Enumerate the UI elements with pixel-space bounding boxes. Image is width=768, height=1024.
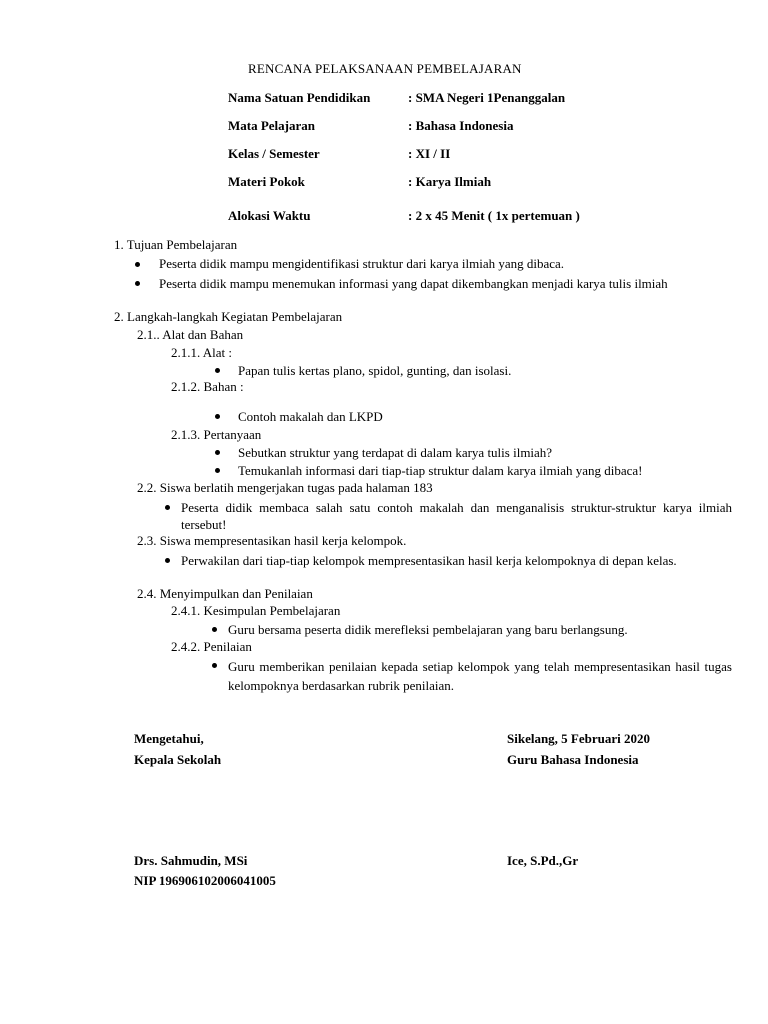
section1-heading: 1. Tujuan Pembelajaran xyxy=(114,237,238,252)
signature-right-line2: Guru Bahasa Indonesia xyxy=(507,752,639,767)
bullet-icon xyxy=(212,663,217,668)
section2-1-2-heading: 2.1.2. Bahan : xyxy=(171,379,244,394)
section2-3-bullet: Perwakilan dari tiap-tiap kelompok mempresentasikan hasil kerja kelompoknya di depan kelas. xyxy=(181,553,677,568)
signature-right-name: Ice, S.Pd.,Gr xyxy=(507,853,579,868)
identity-label-topic: Materi Pokok xyxy=(228,174,305,189)
bullet-icon xyxy=(165,558,170,563)
section2-heading: 2. Langkah-langkah Kegiatan Pembelajaran xyxy=(114,309,343,324)
bullet-icon xyxy=(135,262,140,267)
identity-label-class: Kelas / Semester xyxy=(228,146,320,161)
section1-bullet-2: Peserta didik mampu menemukan informasi yang dapat dikembangkan menjadi karya tulis ilmiah xyxy=(159,276,668,291)
section2-1-1-heading: 2.1.1. Alat : xyxy=(171,345,233,360)
section2-1-3-bullet-2: Temukanlah informasi dari tiap-tiap struktur dalam karya ilmiah yang dibaca! xyxy=(238,463,643,478)
section2-4-1-heading: 2.4.1. Kesimpulan Pembelajaran xyxy=(171,603,341,618)
section2-1-1-bullet: Papan tulis kertas plano, spidol, gunting, dan isolasi. xyxy=(238,363,512,378)
signature-left-nip: NIP 196906102006041005 xyxy=(134,873,276,888)
page-title: RENCANA PELAKSANAAN PEMBELAJARAN xyxy=(248,61,522,76)
section2-2-bullet: Peserta didik membaca salah satu contoh makalah dan menganalisis struktur-struktur karya ilmiah tersebut! xyxy=(181,500,732,532)
bullet-icon xyxy=(215,368,220,373)
section2-1-3-heading: 2.1.3. Pertanyaan xyxy=(171,427,262,442)
section2-1-3-bullet-1: Sebutkan struktur yang terdapat di dalam karya tulis ilmiah? xyxy=(238,445,553,460)
section2-2-heading: 2.2. Siswa berlatih mengerjakan tugas pada halaman 183 xyxy=(137,480,433,495)
signature-left-line2: Kepala Sekolah xyxy=(134,752,222,767)
section2-3-heading: 2.3. Siswa mempresentasikan hasil kerja kelompok. xyxy=(137,533,407,548)
identity-value-time: : 2 x 45 Menit ( 1x pertemuan ) xyxy=(408,208,580,223)
identity-value-topic: : Karya Ilmiah xyxy=(408,174,492,189)
bullet-icon xyxy=(215,414,220,419)
identity-label-subject: Mata Pelajaran xyxy=(228,118,316,133)
section2-1-heading: 2.1.. Alat dan Bahan xyxy=(137,327,244,342)
section2-4-2-bullet: Guru memberikan penilaian kepada setiap kelompok yang telah mempresentasikan hasil tugas kelompoknya berdasarkan rubrik penilaian. xyxy=(228,659,732,693)
bullet-icon xyxy=(215,450,220,455)
bullet-icon xyxy=(135,281,140,286)
bullet-icon xyxy=(165,505,170,510)
section2-4-heading: 2.4. Menyimpulkan dan Penilaian xyxy=(137,586,313,601)
signature-left-name: Drs. Sahmudin, MSi xyxy=(134,853,248,868)
section1-bullet-1: Peserta didik mampu mengidentifikasi struktur dari karya ilmiah yang dibaca. xyxy=(159,256,565,271)
identity-value-subject: : Bahasa Indonesia xyxy=(408,118,514,133)
identity-value-class: : XI / II xyxy=(408,146,451,161)
identity-value-school: : SMA Negeri 1Penanggalan xyxy=(408,90,566,105)
identity-label-time: Alokasi Waktu xyxy=(228,208,311,223)
bullet-icon xyxy=(212,627,217,632)
identity-label-school: Nama Satuan Pendidikan xyxy=(228,90,371,105)
bullet-icon xyxy=(215,468,220,473)
section2-4-2-heading: 2.4.2. Penilaian xyxy=(171,639,252,654)
signature-left-line1: Mengetahui, xyxy=(134,731,204,746)
signature-right-line1: Sikelang, 5 Februari 2020 xyxy=(507,731,651,746)
section2-4-1-bullet: Guru bersama peserta didik merefleksi pembelajaran yang baru berlangsung. xyxy=(228,622,628,637)
section2-1-2-bullet: Contoh makalah dan LKPD xyxy=(238,409,383,424)
